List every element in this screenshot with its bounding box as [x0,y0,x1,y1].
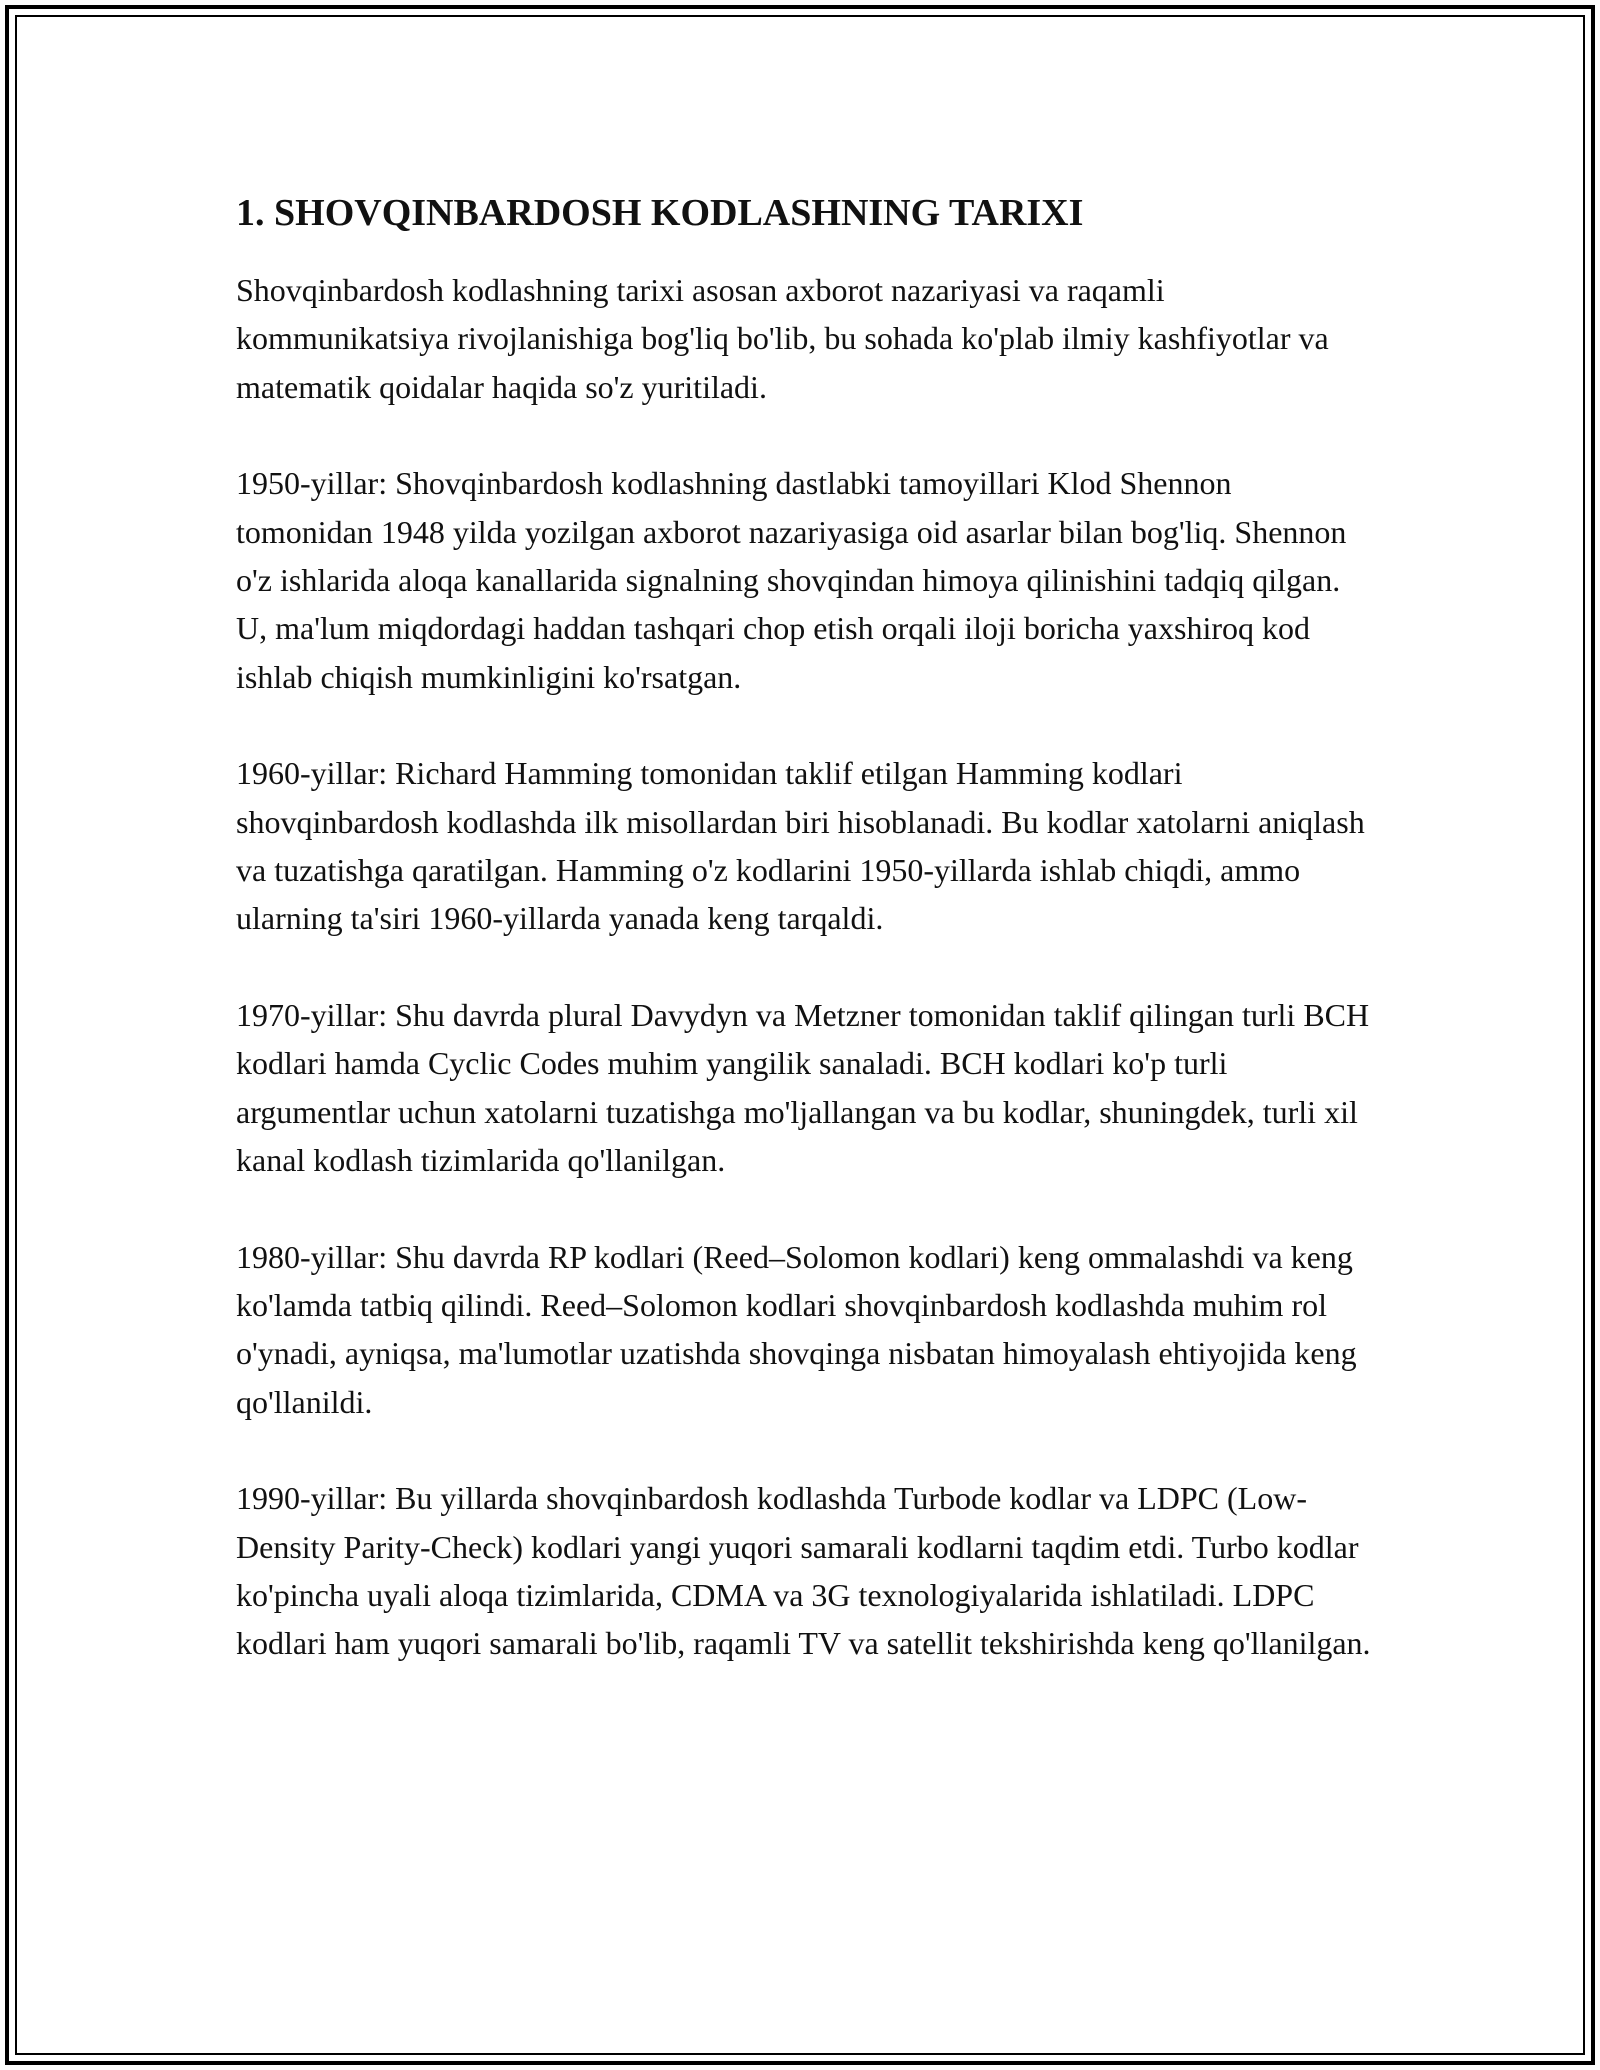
paragraph-1980s: 1980-yillar: Shu davrda RP kodlari (Reed–Solomon kodlari) keng ommalashdi va keng ko'lamda tatbiq qilindi. Reed–Solomon kodlari shovqinbardosh kodlashda muhim rol o'ynadi, ayniqsa, ma'lumotlar uzatishda shovqinga nisbatan himoyalash ehtiyojida keng qo'llanildi. [236,1238,1357,1420]
paragraph-1990s: 1990-yillar: Bu yillarda shovqinbardosh kodlashda Turbode kodlar va LDPC (Low-Density Parity-Check) kodlari yangi yuqori samarali kodlarni taqdim etdi. Turbo kodlar ko'pincha uyali aloqa tizimlarida, CDMA va 3G texnologiyalarida ishlatiladi. LDPC kodlari ham yuqori samarali bo'lib, raqamli TV va satellit tekshirishda keng qo'llanilgan. [236,1480,1371,1662]
section-heading: 1. SHOVQINBARDOSH KODLASHNING TARIXI [236,192,1084,234]
paragraph-1960s: 1960-yillar: Richard Hamming tomonidan taklif etilgan Hamming kodlari shovqinbardosh kodlashda ilk misollardan biri hisoblanadi. Bu kodlar xatolarni aniqlash va tuzatishga qaratilgan. Hamming o'z kodlarini 1950-yillarda ishlab chiqdi, ammo ularning ta'siri 1960-yillarda yanada keng tarqaldi. [236,755,1365,937]
paragraph-1970s: 1970-yillar: Shu davrda plural Davydyn va Metzner tomonidan taklif qilingan turli BCH kodlari hamda Cyclic Codes muhim yangilik sanaladi. BCH kodlari ko'p turli argumentlar uchun xatolarni tuzatishga mo'ljallangan va bu kodlar, shuningdek, turli xil kanal kodlash tizimlarida qo'llanilgan. [236,996,1370,1179]
paragraph-1950s: 1950-yillar: Shovqinbardosh kodlashning dastlabki tamoyillari Klod Shennon tomonidan 1948 yilda yozilgan axborot nazariyasiga oid asarlar bilan bog'liq. Shennon o'z ishlarida aloqa kanallarida signalning shovqindan himoya qilinishini tadqiq qilgan. U, ma'lum miqdordagi haddan tashqari chop etish orqali iloji boricha yaxshiroq kod ishlab chiqish mumkinligini ko'rsatgan. [236,465,1347,695]
document-body [236,184,1376,1716]
paragraph-intro: Shovqinbardosh kodlashning tarixi asosan axborot nazariyasi va raqamli kommunikatsiya rivojlanishiga bog'liq bo'lib, bu sohada ko'plab ilmiy kashfiyotlar va matematik qoidalar haqida so'z yuritiladi. [236,272,1329,405]
